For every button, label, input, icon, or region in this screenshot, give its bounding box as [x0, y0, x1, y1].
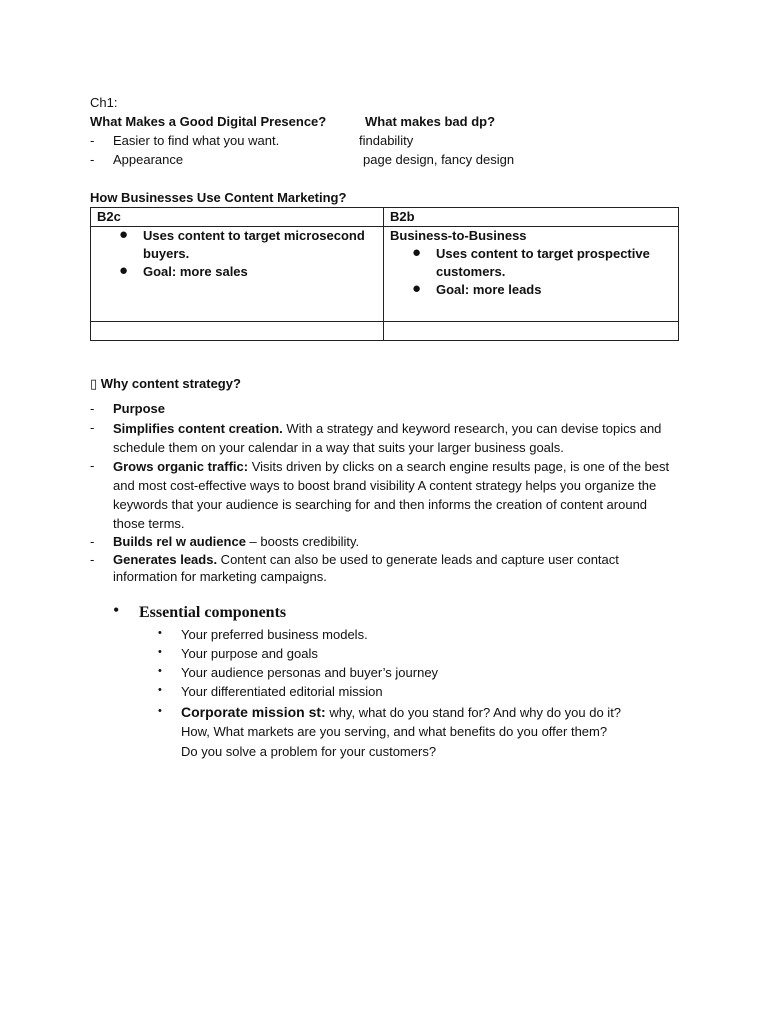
bullet-dot: •: [158, 646, 162, 658]
good-presence-heading: What Makes a Good Digital Presence?: [90, 114, 327, 129]
strategy-item: [113, 533, 359, 551]
b2b-text: Goal: more leads: [436, 282, 542, 297]
content-marketing-heading: How Businesses Use Content Marketing?: [90, 190, 347, 205]
b2c-bullet-item: [91, 227, 383, 245]
strategy-item-text: Content can also be used to generate leads and capture user contact information for marketing campaigns.: [113, 552, 619, 584]
essential-item: Your differentiated editorial mission: [181, 684, 383, 699]
strategy-heading: Why content strategy?: [100, 376, 241, 391]
corporate-mission-label: Corporate mission st:: [181, 704, 326, 720]
b2c-cell: [91, 227, 384, 322]
dash-marker: -: [90, 420, 95, 435]
bad-item: page design, fancy design: [363, 152, 515, 167]
b2c-continuation: buyers.: [143, 246, 190, 261]
bullet-dot: •: [158, 627, 162, 639]
b2b-bullet-item: [384, 245, 678, 263]
essential-heading: Essential components: [139, 604, 287, 621]
good-item: Easier to find what you want.: [113, 133, 280, 148]
b2b-continuation: customers.: [436, 264, 506, 279]
bullet-dot: •: [158, 684, 162, 696]
bullet-dot: ●: [119, 226, 129, 243]
b2b-title: Business-to-Business: [390, 228, 527, 243]
essential-item: Your purpose and goals: [181, 646, 318, 661]
b2c-text: Goal: more sales: [143, 264, 248, 279]
strategy-item-bold: Simplifies content creation.: [113, 421, 283, 436]
corporate-mission-line: Do you solve a problem for your customers?: [181, 744, 437, 759]
bullet-dot: ●: [412, 244, 422, 261]
content-marketing-table: [90, 207, 679, 341]
corporate-mission-line: How, What markets are you serving, and what benefits do you offer them?: [181, 724, 608, 739]
dash-marker: -: [90, 152, 95, 167]
empty-cell: [91, 322, 384, 341]
b2b-text: Uses content to target prospective: [436, 246, 650, 261]
dash-marker: -: [90, 458, 95, 473]
bullet-dot: •: [158, 665, 162, 677]
essential-item: Your audience personas and buyer’s journey: [181, 665, 439, 680]
strategy-item-bold: Generates leads.: [113, 552, 218, 567]
corporate-mission-line: [181, 703, 621, 722]
strategy-item: [113, 419, 673, 457]
dash-marker: -: [90, 401, 95, 416]
dash-marker: -: [90, 534, 95, 549]
bullet-dot: •: [158, 705, 162, 717]
b2b-bullet-item: [384, 281, 678, 299]
bullet-dot: •: [113, 600, 120, 620]
strategy-item-purpose: Purpose: [113, 401, 166, 416]
b2c-text: Uses content to target microsecond: [143, 228, 365, 243]
corporate-mission-text: why, what do you stand for? And why do you do it?: [325, 705, 622, 720]
strategy-item-text: Visits driven by clicks on a search engine results page, is one of the best and most cost-effective ways to boost brand visibility A content strategy helps you organize the keywords that your audience is searching for and then informs the creation of content around those terms.: [113, 459, 670, 531]
essential-item: Your preferred business models.: [181, 627, 368, 642]
strategy-item: [113, 551, 653, 585]
missing-glyph-icon: ▯: [90, 376, 98, 391]
strategy-item-text: – boosts credibility.: [245, 534, 360, 549]
dash-marker: -: [90, 552, 95, 567]
strategy-item: [113, 457, 673, 533]
strategy-item-bold: Grows organic traffic:: [113, 459, 249, 474]
strategy-item-text: With a strategy and keyword research, you can devise topics and schedule them on your calendar in a way that suits your larger business goals.: [113, 421, 662, 455]
b2b-cell: [384, 227, 679, 322]
good-item: Appearance: [113, 152, 184, 167]
strategy-item-bold: Builds rel w audience: [113, 534, 246, 549]
bad-presence-heading: What makes bad dp?: [365, 114, 496, 129]
strategy-heading-row: [90, 375, 241, 393]
chapter-label: Ch1:: [90, 95, 118, 110]
b2c-header: B2c: [91, 208, 384, 227]
bullet-dot: ●: [119, 262, 129, 279]
bad-item: findability: [359, 133, 414, 148]
dash-marker: -: [90, 133, 95, 148]
empty-cell: [384, 322, 679, 341]
b2b-header: B2b: [384, 208, 679, 227]
b2c-bullet-item: [91, 263, 383, 281]
bullet-dot: ●: [412, 280, 422, 297]
